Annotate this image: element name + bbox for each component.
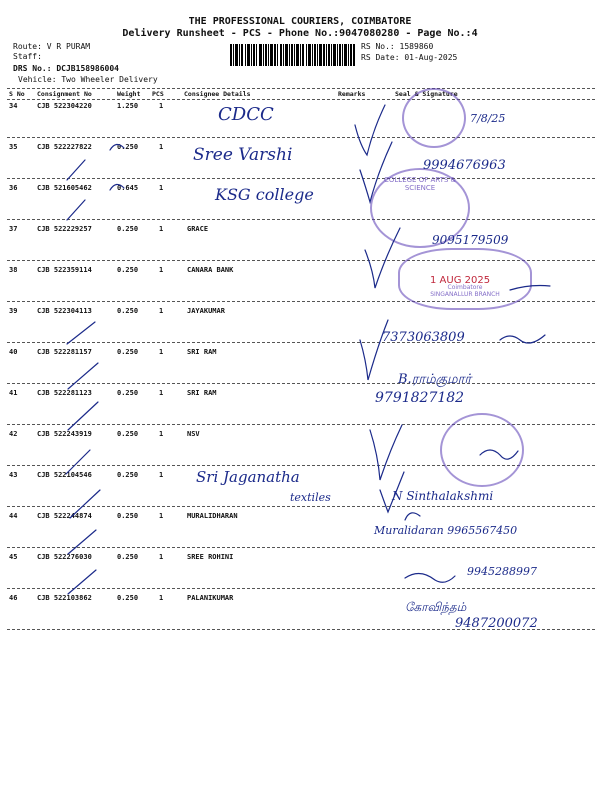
row-pcs: 1 (159, 430, 164, 438)
hw-phone-37: 9095179509 (432, 233, 509, 247)
row-weight: 1.250 (117, 102, 139, 110)
stroke-weight-35 (110, 144, 124, 150)
row-consignee: JAYAKUMAR (187, 307, 225, 315)
route-label: Route: (13, 42, 42, 51)
rs-no-label: RS No.: (361, 42, 395, 51)
row-sno: 41 (9, 389, 18, 397)
row-weight: 0.250 (117, 594, 139, 602)
row-pcs: 1 (159, 307, 164, 315)
row-pcs: 1 (159, 348, 164, 356)
col-remarks: Remarks (338, 90, 366, 98)
route-value: V R PURAM (46, 42, 91, 51)
signature-44 (405, 513, 420, 520)
hw-cdcc: CDCC (218, 104, 274, 125)
row-sno: 37 (9, 225, 18, 233)
bank-branch: SINGANALLUR BRANCH (430, 291, 500, 298)
tick-mark-34 (355, 105, 385, 155)
row-consignee: CANARA BANK (187, 266, 234, 274)
row-weight: 0.250 (117, 553, 139, 561)
row-consignee: GRACE (187, 225, 209, 233)
signature-39 (500, 335, 545, 343)
row-consignment-no: CJB 522281157 (37, 348, 92, 356)
row-weight: 0.250 (117, 307, 139, 315)
row-weight: 0.250 (117, 430, 139, 438)
row-sno: 38 (9, 266, 18, 274)
signature-38 (510, 286, 550, 291)
row-consignment-no: CJB 522227822 (37, 143, 92, 151)
stroke-weight-36 (110, 184, 124, 190)
staff-label: Staff: (13, 52, 42, 61)
row-weight: 0.250 (117, 471, 139, 479)
col-pcs: PCS (152, 90, 164, 98)
col-consignment: Consignment No (37, 90, 92, 98)
hw-sinthalakshmi: N Sinthalakshmi (392, 489, 494, 503)
hw-phone-45: 9945288997 (467, 565, 537, 578)
row-sno: 36 (9, 184, 18, 192)
college-stamp: COLLEGE OF ARTS & SCIENCE (370, 168, 470, 248)
rs-no-value: 1589860 (399, 42, 434, 51)
row-consignment-no: CJB 522244874 (37, 512, 92, 520)
row-pcs: 1 (159, 266, 164, 274)
row-consignee: NSV (187, 430, 200, 438)
tick-mark-42 (370, 425, 402, 480)
row-sno: 46 (9, 594, 18, 602)
row-sno: 35 (9, 143, 18, 151)
hw-phone-39: 7373063809 (382, 330, 465, 345)
row-sno: 45 (9, 553, 18, 561)
tick-mark-37 (365, 228, 400, 288)
signature-45 (405, 573, 455, 582)
hw-name-41: B.ராம்குமார் (398, 372, 472, 387)
col-weight: Weight (117, 90, 141, 98)
row-sno: 43 (9, 471, 18, 479)
hw-date-sig: 7/8/25 (470, 112, 506, 125)
row-pcs: 1 (159, 553, 164, 561)
row-consignee: MURALIDHARAN (187, 512, 238, 520)
row-pcs: 1 (159, 594, 164, 602)
row-pcs: 1 (159, 143, 164, 151)
row-consignment-no: CJB 522304220 (37, 102, 92, 110)
row-pcs: 1 (159, 184, 164, 192)
hw-name-46: கோவிந்தம் (405, 600, 467, 614)
header-title: THE PROFESSIONAL COURIERS, COIMBATORE (188, 16, 412, 27)
vehicle-label: Vehicle: (18, 75, 57, 84)
hw-muralidaran: Muralidaran 9965567450 (374, 524, 518, 537)
row-consignment-no: CJB 522276030 (37, 553, 92, 561)
row-weight: 0.250 (117, 348, 139, 356)
row-weight: 0.250 (117, 266, 139, 274)
bank-city: Coimbatore (447, 284, 483, 291)
row-weight: 0.250 (117, 225, 139, 233)
hw-phone-41: 9791827182 (375, 390, 465, 406)
hw-sree-varshi: Sree Varshi (193, 145, 293, 165)
received-date-stamp: 1 AUG 2025 (430, 275, 491, 286)
row-pcs: 1 (159, 102, 164, 110)
col-seal: Seal & Signature (395, 90, 458, 98)
row-sno: 34 (9, 102, 18, 110)
tick-mark-44 (380, 472, 404, 512)
hw-ksg-college: KSG college (215, 185, 314, 204)
row-sno: 40 (9, 348, 18, 356)
row-consignment-no: CJB 522103862 (37, 594, 92, 602)
row-consignee: SRI RAM (187, 348, 217, 356)
stroke-35 (67, 160, 85, 180)
row-consignment-no: CJB 522243919 (37, 430, 92, 438)
row-consignee: SRI RAM (187, 389, 217, 397)
row-consignment-no: CJB 522104546 (37, 471, 92, 479)
col-sno: S No (9, 90, 25, 98)
row-consignment-no: CJB 522229257 (37, 225, 92, 233)
stroke-40 (68, 363, 98, 389)
row-weight: 0.645 (117, 184, 139, 192)
row-pcs: 1 (159, 225, 164, 233)
stroke-36 (67, 200, 85, 220)
row-weight: 0.250 (117, 512, 139, 520)
row-sno: 39 (9, 307, 18, 315)
hw-sri-jaganatha: Sri Jaganatha (196, 468, 300, 486)
row-consignment-no: CJB 521605462 (37, 184, 92, 192)
row-pcs: 1 (159, 512, 164, 520)
row-pcs: 1 (159, 471, 164, 479)
stroke-39 (67, 322, 95, 344)
row-consignee: PALANIKUMAR (187, 594, 234, 602)
hw-phone-46: 9487200072 (455, 616, 538, 631)
row-sno: 44 (9, 512, 18, 520)
stroke-44 (68, 530, 96, 554)
stroke-41 (68, 402, 98, 430)
row-weight: 0.250 (117, 143, 139, 151)
rs-date-value: 01-Aug-2025 (404, 53, 458, 62)
rs-date-label: RS Date: (361, 53, 400, 62)
vehicle-value: Two Wheeler Delivery (61, 75, 158, 84)
header-subtitle: Delivery Runsheet - PCS - Phone No.:9047080280 - Page No.:4 (122, 28, 478, 39)
drs-value: DCJB158986004 (56, 64, 119, 73)
hw-textiles: textiles (290, 491, 331, 504)
row-weight: 0.250 (117, 389, 139, 397)
row-consignment-no: CJB 522304113 (37, 307, 92, 315)
row-sno: 42 (9, 430, 18, 438)
row-consignment-no: CJB 522281123 (37, 389, 92, 397)
stroke-43 (70, 490, 100, 518)
row-consignee: SREE ROHINI (187, 553, 234, 561)
hw-phone-35: 9994676963 (423, 158, 506, 173)
stroke-45 (68, 570, 96, 594)
col-consignee: Consignee Details (184, 90, 251, 98)
signature-42 (480, 450, 518, 459)
row-consignment-no: CJB 522359114 (37, 266, 92, 274)
stroke-42 (66, 450, 90, 474)
tick-mark-40 (360, 320, 388, 380)
row-pcs: 1 (159, 389, 164, 397)
drs-label: DRS No.: (13, 64, 52, 73)
